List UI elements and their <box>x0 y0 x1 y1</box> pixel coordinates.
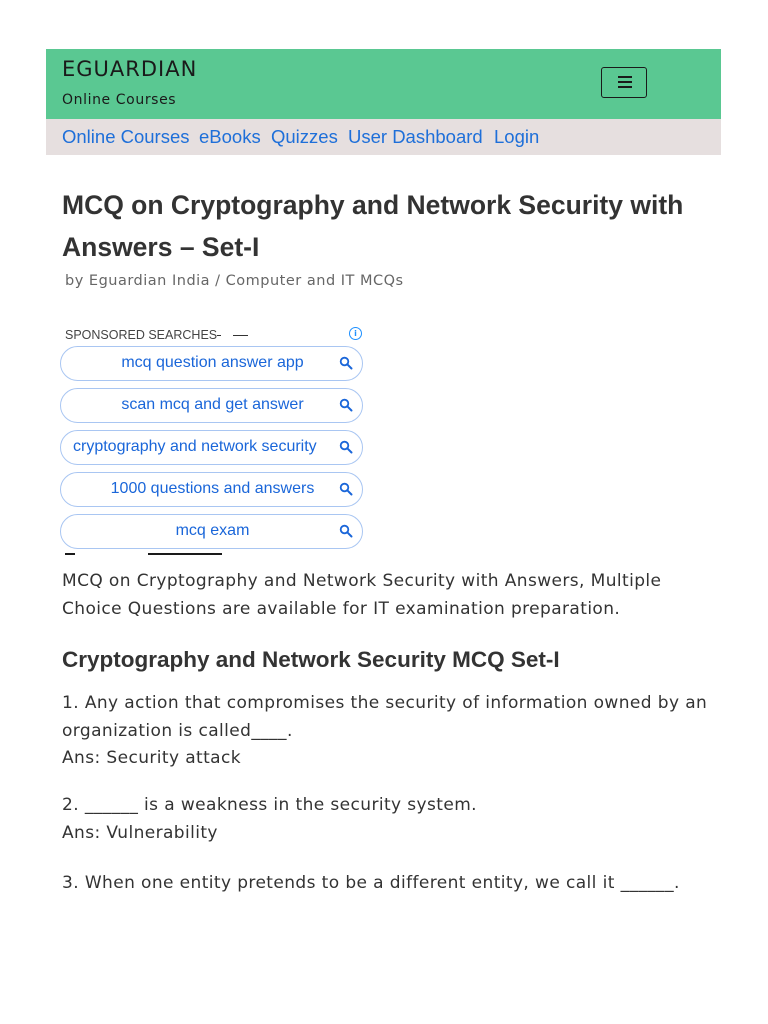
sponsored-search-label: mcq exam <box>175 522 250 539</box>
nav-link-login[interactable]: Login <box>494 126 540 147</box>
search-icon <box>339 440 353 454</box>
ad-divider <box>148 553 222 555</box>
answer-text: Ans: Security attack <box>62 748 241 768</box>
nav-link-online-courses[interactable]: Online Courses <box>62 126 190 147</box>
question-item <box>62 792 722 847</box>
question-item <box>62 690 722 773</box>
author-link[interactable]: Eguardian India <box>88 273 211 289</box>
site-title[interactable]: EGUARDIAN <box>62 57 198 81</box>
nav-link-ebooks[interactable]: eBooks <box>199 126 261 147</box>
sponsored-search-label: 1000 questions and answers <box>110 480 315 497</box>
sponsored-search-label: scan mcq and get answer <box>121 396 304 413</box>
meta-prefix: by <box>65 273 84 289</box>
category-link[interactable]: Computer and IT MCQs <box>225 273 404 289</box>
sponsored-search-item[interactable] <box>60 472 363 507</box>
sponsored-search-item[interactable] <box>60 388 363 423</box>
question-text: 2. ______ is a weakness in the security system. <box>62 795 477 815</box>
answer-text: Ans: Vulnerability <box>62 822 218 843</box>
section-heading: Cryptography and Network Security MCQ Set-I <box>62 647 560 672</box>
question-text: 3. When one entity pretends to be a different entity, we call it ______. <box>62 873 680 893</box>
intro-paragraph: MCQ on Cryptography and Network Security with Answers, Multiple Choice Questions are available for IT examination preparation. <box>62 571 662 619</box>
sponsored-search-item[interactable] <box>60 430 363 465</box>
nav-link-quizzes[interactable]: Quizzes <box>271 126 338 147</box>
page-title: MCQ on Cryptography and Network Security with Answers – Set-I <box>62 190 684 262</box>
sponsored-search-label: mcq question answer app <box>121 354 304 371</box>
search-icon <box>339 356 353 370</box>
site-tagline: Online Courses <box>62 92 177 108</box>
search-icon <box>339 524 353 538</box>
menu-toggle-button[interactable] <box>601 67 647 98</box>
sponsored-search-item[interactable] <box>60 514 363 549</box>
entry-meta <box>65 273 404 289</box>
ad-divider <box>65 553 75 555</box>
search-icon <box>339 482 353 496</box>
question-item <box>62 865 722 902</box>
sponsored-search-label: cryptography and network security <box>73 438 317 455</box>
sponsored-search-item[interactable] <box>60 346 363 381</box>
ad-divider <box>217 335 221 336</box>
info-icon[interactable]: i <box>349 327 362 340</box>
sponsored-label: SPONSORED SEARCHES <box>65 328 218 342</box>
site-header <box>46 49 721 119</box>
ad-divider <box>233 335 248 336</box>
question-text: 1. Any action that compromises the security of information owned by an organization is called____. <box>62 693 708 741</box>
main-nav <box>46 119 721 155</box>
search-icon <box>339 398 353 412</box>
meta-separator: / <box>215 273 221 289</box>
nav-link-user-dashboard[interactable]: User Dashboard <box>348 126 483 147</box>
